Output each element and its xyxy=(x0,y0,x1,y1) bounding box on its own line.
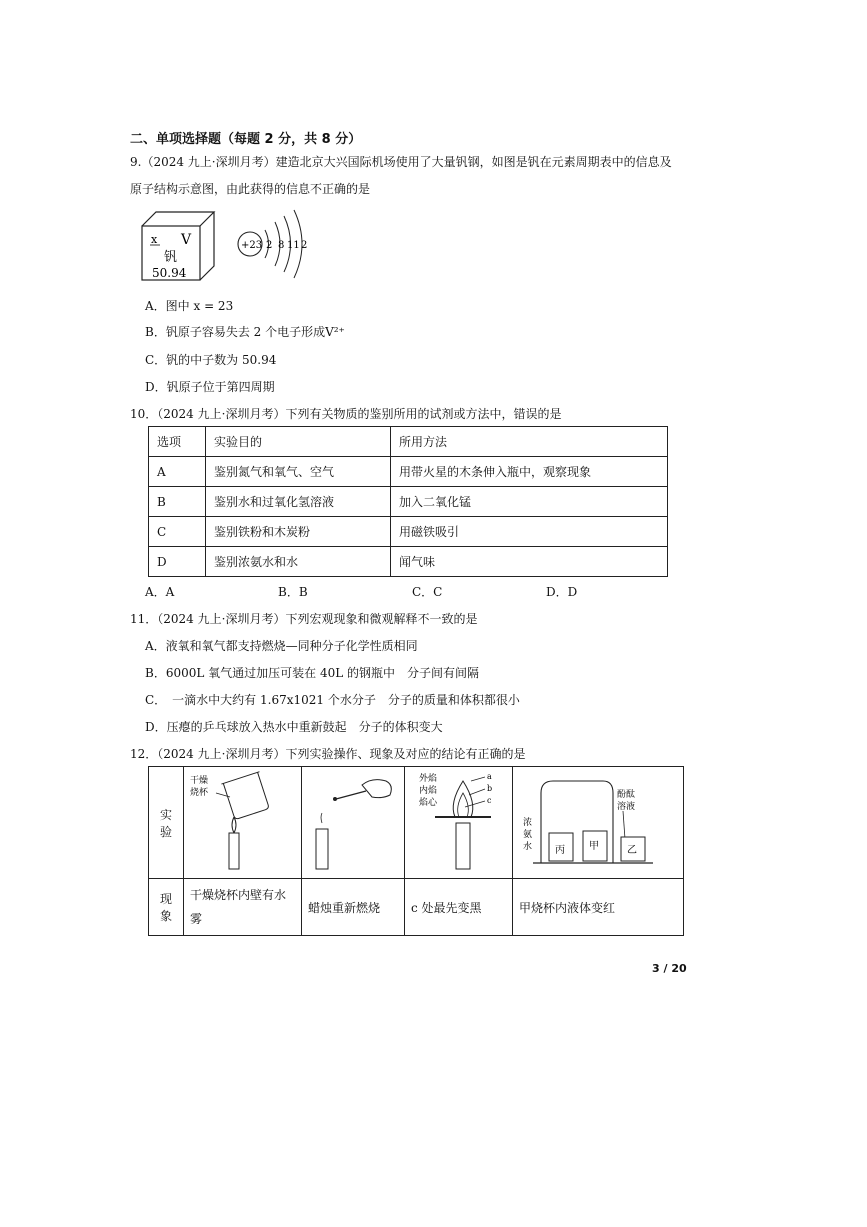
q10-option-b: B．B xyxy=(278,585,308,599)
ammonia-diffusion-figure xyxy=(513,767,683,875)
cell-method: 用磁铁吸引 xyxy=(391,517,668,547)
row-label-experiment: 实验 xyxy=(149,767,184,879)
atomic-mass: 50.94 xyxy=(152,266,187,280)
q9-option-b: B．钒原子容易失去 2 个电子形成V²⁺ xyxy=(145,325,345,339)
q9-option-d: D．钒原子位于第四周期 xyxy=(145,380,275,394)
section-title: 二、单项选择题（每题 2 分，共 8 分） xyxy=(130,132,362,147)
table-row xyxy=(149,457,668,487)
phenomenon-3: c 处最先变黑 xyxy=(405,879,513,936)
table-row xyxy=(149,487,668,517)
label-c: c xyxy=(487,796,492,805)
q11-option-c: C． 一滴水中大约有 1.67x1021 个水分子 分子的质量和体积都很小 xyxy=(145,693,520,707)
cell-method: 加入二氧化锰 xyxy=(391,487,668,517)
experiment-cell-3 xyxy=(405,767,513,879)
table-row xyxy=(149,517,668,547)
q12-table xyxy=(148,766,684,936)
table-header-row xyxy=(149,427,668,457)
q9-stem-line2: 原子结构示意图，由此获得的信息不正确的是 xyxy=(130,182,371,196)
flame-layers-figure xyxy=(405,767,512,875)
q10-option-d: D．D xyxy=(546,585,578,599)
cell-option: C xyxy=(149,517,206,547)
cell-purpose: 鉴别浓氨水和水 xyxy=(206,547,391,577)
q10-option-a: A．A xyxy=(145,585,175,599)
element-cell xyxy=(142,212,214,280)
q11-option-a: A．液氧和氧气都支持燃烧—同种分子化学性质相同 xyxy=(145,639,418,653)
relight-candle-figure xyxy=(302,767,404,875)
dry-beaker-label-1: 干燥 xyxy=(190,776,209,786)
shell-1: 2 xyxy=(266,240,273,251)
q11-option-d: D．压瘪的乒乓球放入热水中重新鼓起 分子的体积变大 xyxy=(145,720,443,734)
experiment-cell-2 xyxy=(302,767,405,879)
cell-purpose: 鉴别氮气和氧气、空气 xyxy=(206,457,391,487)
q9-stem-line1: 9.（2024 九上·深圳月考）建造北京大兴国际机场使用了大量钒钢，如图是钒在元素周期表中的信息及 xyxy=(130,155,672,169)
cell-option: B xyxy=(149,487,206,517)
experiment-row xyxy=(149,767,684,879)
flame-core-label: 焰心 xyxy=(419,798,438,808)
element-name: 钒 xyxy=(164,250,178,265)
label-a: a xyxy=(487,772,492,781)
phenolphthalein-label-1: 酚酞 xyxy=(617,790,636,800)
phenomenon-2: 蜡烛重新燃烧 xyxy=(302,879,405,936)
phenomenon-1: 干燥烧杯内壁有水雾 xyxy=(184,879,302,936)
phenomenon-row xyxy=(149,879,684,936)
ammonia-label-3: 水 xyxy=(523,842,533,852)
q10-option-c: C．C xyxy=(412,585,443,599)
cell-purpose: 鉴别铁粉和木炭粉 xyxy=(206,517,391,547)
beaker-jia-label: 甲 xyxy=(589,841,599,852)
experiment-cell-1 xyxy=(184,767,302,879)
cell-option: D xyxy=(149,547,206,577)
shell-3: 11 xyxy=(287,240,300,251)
q10-stem: 10．（2024 九上·深圳月考）下列有关物质的鉴别所用的试剂或方法中，错误的是 xyxy=(130,407,562,421)
label-b: b xyxy=(487,784,493,793)
atom-structure xyxy=(238,210,307,278)
ammonia-label-2: 氨 xyxy=(523,830,533,840)
table-row xyxy=(149,547,668,577)
shell-2: 8 xyxy=(278,240,285,251)
header-purpose: 实验目的 xyxy=(206,427,391,457)
phenomenon-4: 甲烧杯内液体变红 xyxy=(513,879,684,936)
header-option: 选项 xyxy=(149,427,206,457)
experiment-cell-4 xyxy=(513,767,684,879)
ammonia-label-1: 浓 xyxy=(523,818,533,828)
q10-table xyxy=(148,426,668,577)
q11-stem: 11．（2024 九上·深圳月考）下列宏观现象和微观解释不一致的是 xyxy=(130,612,478,626)
shell-4: 2 xyxy=(301,240,308,251)
element-symbol: V xyxy=(181,232,192,248)
dry-beaker-label-2: 烧杯 xyxy=(190,788,209,798)
inner-flame-label: 内焰 xyxy=(419,786,438,796)
element-number: x xyxy=(151,233,158,246)
beaker-yi-label: 乙 xyxy=(627,845,637,856)
page-number: 3 / 20 xyxy=(652,962,687,975)
cell-purpose: 鉴别水和过氧化氢溶液 xyxy=(206,487,391,517)
q9-element-figure xyxy=(138,206,328,286)
q11-option-b: B．6000L 氧气通过加压可装在 40L 的钢瓶中 分子间有间隔 xyxy=(145,666,480,680)
row-label-phenomenon: 现象 xyxy=(149,879,184,936)
dry-beaker-figure xyxy=(184,767,301,875)
q12-stem: 12．（2024 九上·深圳月考）下列实验操作、现象及对应的结论有正确的是 xyxy=(130,747,526,761)
cell-method: 闻气味 xyxy=(391,547,668,577)
q9-option-c: C．钒的中子数为 50.94 xyxy=(145,353,277,367)
outer-flame-label: 外焰 xyxy=(419,774,438,784)
q9-option-a: A．图中 x = 23 xyxy=(145,299,234,313)
cell-method: 用带火星的木条伸入瓶中，观察现象 xyxy=(391,457,668,487)
header-method: 所用方法 xyxy=(391,427,668,457)
nucleus-charge: +23 xyxy=(241,240,263,251)
phenolphthalein-label-2: 溶液 xyxy=(617,802,636,812)
beaker-bing-label: 丙 xyxy=(555,845,565,856)
cell-option: A xyxy=(149,457,206,487)
